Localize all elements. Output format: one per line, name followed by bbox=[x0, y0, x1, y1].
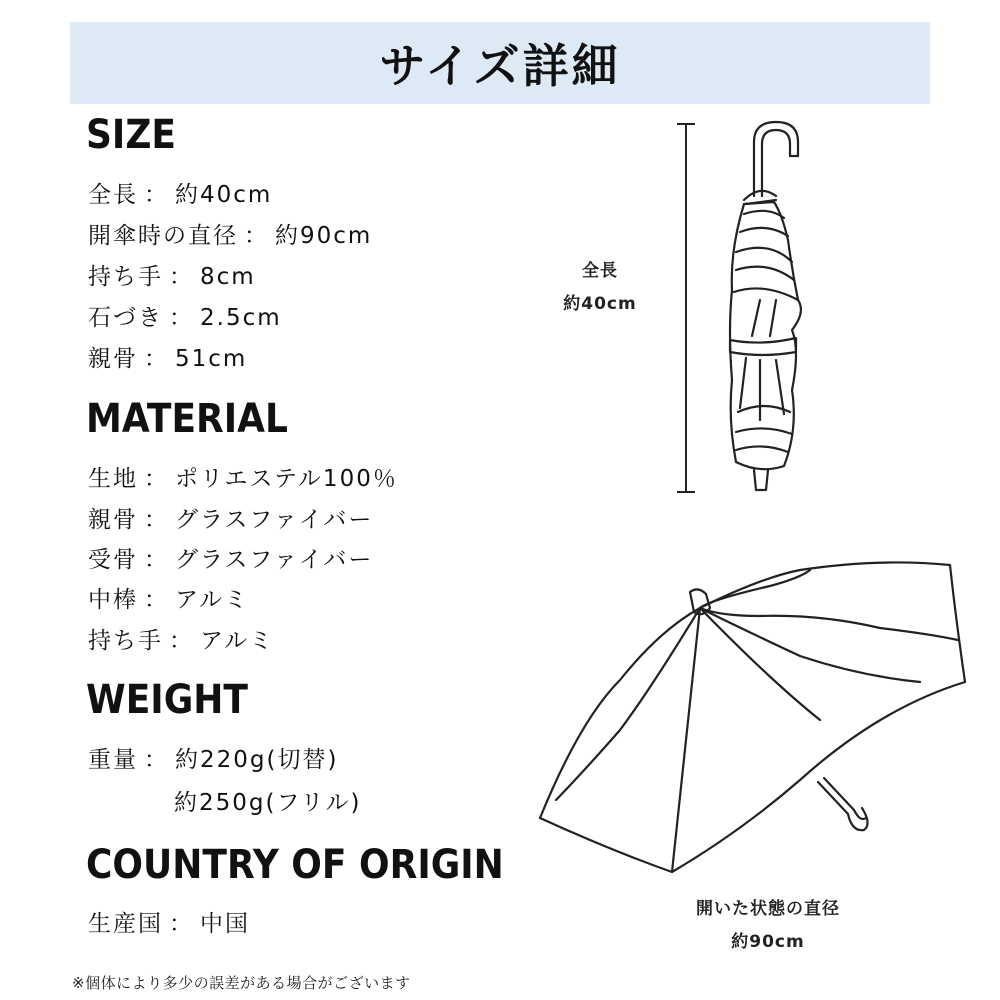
spec-value: 2.5cm bbox=[200, 305, 282, 331]
open-caption-line2: 約90cm bbox=[731, 932, 805, 952]
footnote: ※個体により多少の誤差がある場合がございます bbox=[72, 974, 411, 992]
spec-value: 約40cm bbox=[175, 182, 273, 208]
spec-value: 8cm bbox=[200, 264, 256, 290]
spec-label: 石づき bbox=[88, 305, 163, 331]
spec-label: 生地 bbox=[88, 466, 138, 492]
weight-row-frill: 約250g(フリル) bbox=[174, 790, 362, 816]
spec-separator: ： bbox=[169, 911, 194, 937]
weight-heading: WEIGHT bbox=[86, 677, 248, 723]
size-heading: SIZE bbox=[86, 112, 177, 158]
spec-value: ポリエステル100％ bbox=[175, 466, 398, 492]
spec-label: 中棒 bbox=[88, 587, 138, 613]
spec-value: グラスファイバー bbox=[175, 547, 374, 573]
spec-separator: ： bbox=[144, 182, 169, 208]
spec-value: 約220g(切替) bbox=[175, 747, 339, 773]
spec-value: 約90cm bbox=[275, 223, 373, 249]
spec-label: 開傘時の直径 bbox=[88, 223, 238, 249]
spec-separator: ： bbox=[144, 507, 169, 533]
spec-separator: ： bbox=[244, 223, 269, 249]
spec-separator: ： bbox=[144, 587, 169, 613]
closed-caption bbox=[550, 255, 650, 321]
spec-separator: ： bbox=[144, 547, 169, 573]
page-title: サイズ詳細 bbox=[379, 39, 621, 93]
spec-separator: ： bbox=[169, 264, 194, 290]
spec-label: 親骨 bbox=[88, 346, 138, 372]
closed-umbrella-icon bbox=[730, 122, 801, 490]
spec-separator: ： bbox=[169, 628, 194, 654]
closed-caption-line2: 約40cm bbox=[563, 294, 637, 314]
spec-label: 受骨 bbox=[88, 547, 138, 573]
open-caption-line1: 開いた状態の直径 bbox=[696, 899, 840, 919]
length-dimension-line bbox=[677, 124, 695, 492]
spec-label: 持ち手 bbox=[88, 264, 163, 290]
open-caption bbox=[668, 893, 868, 959]
spec-separator: ： bbox=[144, 747, 169, 773]
spec-value: アルミ bbox=[175, 587, 250, 613]
spec-label: 生産国 bbox=[88, 911, 163, 937]
spec-label: 重量 bbox=[88, 747, 138, 773]
origin-heading: COUNTRY OF ORIGIN bbox=[86, 842, 504, 888]
spec-separator: ： bbox=[144, 346, 169, 372]
spec-separator: ： bbox=[144, 466, 169, 492]
spec-label: 親骨 bbox=[88, 507, 138, 533]
spec-label: 持ち手 bbox=[88, 628, 163, 654]
material-heading: MATERIAL bbox=[86, 396, 288, 442]
spec-value: グラスファイバー bbox=[175, 507, 374, 533]
spec-value: 51cm bbox=[175, 346, 248, 372]
spec-separator: ： bbox=[169, 305, 194, 331]
spec-label: 全長 bbox=[88, 182, 138, 208]
spec-value: 中国 bbox=[200, 911, 250, 937]
spec-value: アルミ bbox=[200, 628, 275, 654]
open-umbrella-icon bbox=[540, 562, 965, 872]
closed-caption-line1: 全長 bbox=[582, 261, 618, 281]
